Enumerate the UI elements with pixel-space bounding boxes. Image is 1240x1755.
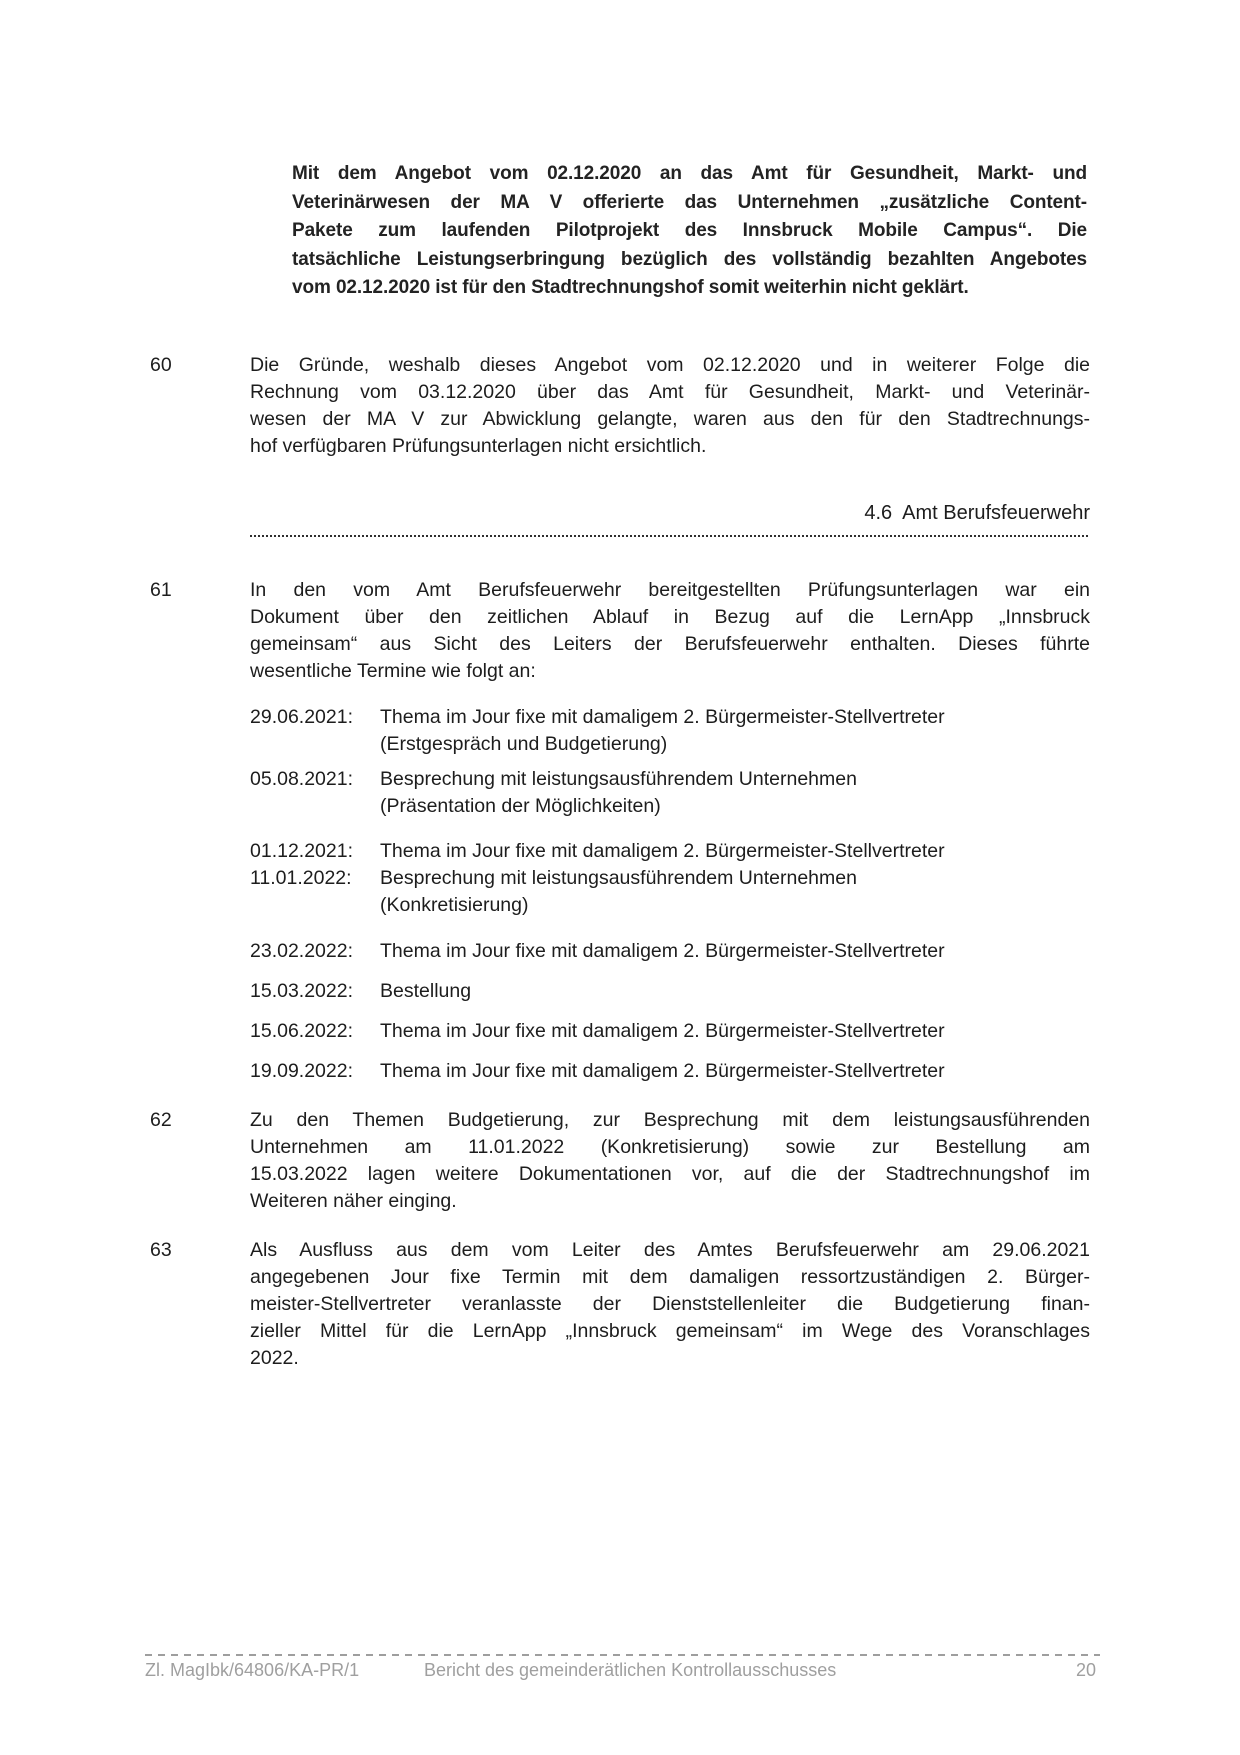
text-line: Pakete zum laufenden Pilotprojekt des Innsbruck Mobile Campus“. Die — [292, 220, 1087, 242]
timeline-date: 23.02.2022: — [250, 940, 354, 962]
paragraph-number: 60 — [150, 354, 172, 376]
timeline-text — [380, 978, 1090, 1005]
text-line: Als Ausfluss aus dem vom Leiter des Amtes Berufsfeuerwehr am 29.06.2021 — [250, 1239, 1090, 1261]
text-line: Thema im Jour fixe mit damaligem 2. Bürgermeister-Stellvertreter — [380, 840, 945, 862]
paragraph-number: 62 — [150, 1109, 172, 1131]
paragraph-text — [250, 577, 1090, 685]
text-line: angegebenen Jour fixe Termin mit dem damaligen ressortzuständigen 2. Bürger- — [250, 1266, 1090, 1288]
timeline-date: 05.08.2021: — [250, 768, 354, 790]
text-line: Veterinärwesen der MA V offerierte das Unternehmen „zusätzliche Content- — [292, 191, 1087, 213]
text-line: Mit dem Angebot vom 02.12.2020 an das Amt für Gesundheit, Markt- und — [292, 163, 1087, 184]
footer-page-number: 20 — [1075, 1660, 1096, 1680]
timeline-date: 01.12.2021: — [250, 840, 354, 862]
text-line: zieller Mittel für die LernApp „Innsbruck gemeinsam“ im Wege des Voranschlages — [250, 1320, 1090, 1342]
text-line: meister-Stellvertreter veranlasste der Dienststellenleiter die Budgetierung finan- — [250, 1293, 1090, 1315]
footer-reference: Zl. MagIbk/64806/KA-PR/1 — [145, 1660, 360, 1680]
timeline-item — [250, 978, 1090, 1005]
timeline-text — [380, 1018, 1090, 1045]
timeline-text — [380, 1058, 1090, 1085]
paragraph-text — [250, 1237, 1090, 1372]
text-line: Thema im Jour fixe mit damaligem 2. Bürgermeister-Stellvertreter — [380, 706, 945, 728]
text-line: 15.03.2022 lagen weitere Dokumentationen vor, auf die der Stadtrechnungshof im — [250, 1163, 1090, 1185]
timeline-item — [250, 766, 1090, 820]
timeline-text — [380, 938, 1090, 965]
paragraph-61 — [150, 577, 1090, 685]
page-footer — [145, 1654, 1100, 1681]
text-line: Thema im Jour fixe mit damaligem 2. Bürgermeister-Stellvertreter — [380, 1020, 945, 1042]
paragraph-text — [250, 1107, 1090, 1215]
timeline-text — [380, 766, 1090, 820]
timeline-item — [250, 838, 1090, 865]
text-line: Besprechung mit leistungsausführendem Unternehmen — [380, 867, 857, 889]
text-line: Unternehmen am 11.01.2022 (Konkretisierung) sowie zur Bestellung am — [250, 1136, 1090, 1158]
text-line: 2022. — [250, 1347, 299, 1369]
timeline-date: 11.01.2022: — [250, 867, 352, 889]
text-line: wesentliche Termine wie folgt an: — [250, 660, 536, 682]
text-line: hof verfügbaren Prüfungsunterlagen nicht ersichtlich. — [250, 435, 707, 457]
timeline-date: 15.06.2022: — [250, 1020, 354, 1042]
timeline-date: 29.06.2021: — [250, 706, 354, 728]
footer-title: Bericht des gemeinderätlichen Kontrollausschusses — [424, 1660, 837, 1680]
timeline-list — [250, 704, 1090, 1085]
text-line: wesen der MA V zur Abwicklung gelangte, waren aus den für den Stadtrechnungs- — [250, 408, 1090, 430]
paragraph-63 — [150, 1237, 1090, 1372]
paragraph-62 — [150, 1107, 1090, 1215]
text-line: Bestellung — [380, 980, 472, 1002]
text-line: In den vom Amt Berufsfeuerwehr bereitgestellten Prüfungsunterlagen war ein — [250, 579, 1090, 601]
text-line: Rechnung vom 03.12.2020 über das Amt für Gesundheit, Markt- und Veterinär- — [250, 381, 1090, 403]
paragraph-number: 63 — [150, 1239, 172, 1261]
section-heading — [250, 500, 1090, 537]
paragraph-60 — [150, 352, 1090, 460]
text-line: vom 02.12.2020 ist für den Stadtrechnungshof somit weiterhin nicht geklärt. — [292, 277, 969, 299]
paragraph-number: 61 — [150, 579, 172, 601]
text-line: gemeinsam“ aus Sicht des Leiters der Berufsfeuerwehr enthalten. Dieses führte — [250, 633, 1090, 655]
text-line: Die Gründe, weshalb dieses Angebot vom 02.12.2020 und in weiterer Folge die — [250, 354, 1090, 376]
timeline-text — [380, 865, 1090, 919]
text-line: Besprechung mit leistungsausführendem Unternehmen — [380, 768, 857, 790]
section-number: 4.6 — [864, 502, 893, 524]
section-title: Amt Berufsfeuerwehr — [902, 502, 1090, 524]
timeline-date: 15.03.2022: — [250, 980, 354, 1002]
intro-paragraph — [292, 160, 1087, 303]
timeline-item — [250, 704, 1090, 758]
text-line: tatsächliche Leistungserbringung bezüglich des vollständig bezahlten Angebotes — [292, 248, 1087, 270]
timeline-item — [250, 865, 1090, 919]
timeline-item — [250, 1018, 1090, 1045]
paragraph-text — [250, 352, 1090, 460]
timeline-text — [380, 704, 1090, 758]
text-line: Dokument über den zeitlichen Ablauf in Bezug auf die LernApp „Innsbruck — [250, 606, 1090, 628]
timeline-item — [250, 1058, 1090, 1085]
text-line: Weiteren näher einging. — [250, 1190, 457, 1212]
text-line: Zu den Themen Budgetierung, zur Besprechung mit dem leistungsausführenden — [250, 1109, 1090, 1131]
timeline-item — [250, 938, 1090, 965]
text-line: (Erstgespräch und Budgetierung) — [380, 733, 668, 755]
timeline-date: 19.09.2022: — [250, 1060, 354, 1082]
text-line: (Präsentation der Möglichkeiten) — [380, 795, 661, 817]
text-line: (Konkretisierung) — [380, 894, 529, 916]
timeline-text — [380, 838, 1090, 865]
text-line: Thema im Jour fixe mit damaligem 2. Bürgermeister-Stellvertreter — [380, 940, 945, 962]
text-line: Thema im Jour fixe mit damaligem 2. Bürgermeister-Stellvertreter — [380, 1060, 945, 1082]
